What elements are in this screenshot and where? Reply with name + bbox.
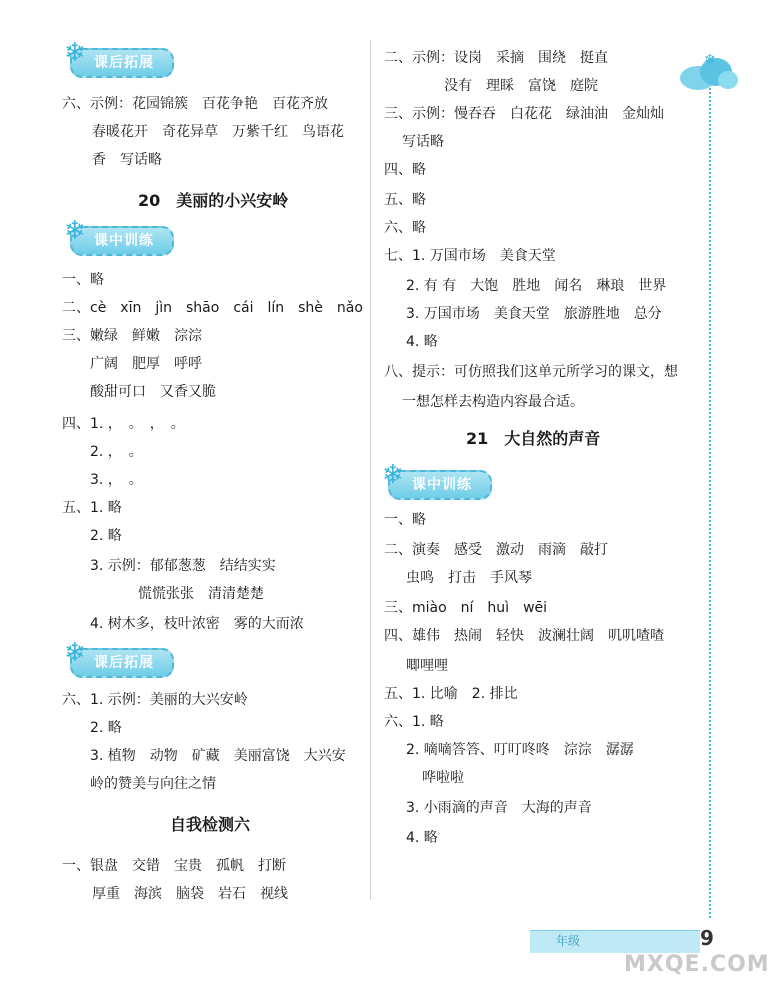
answer-line: 一、略 (384, 512, 426, 528)
answer-line: 2. 略 (90, 720, 122, 736)
answer-line: 4. 略 (406, 830, 438, 846)
answer-line: 厚重 海滨 脑袋 岩石 视线 (92, 886, 288, 902)
site-watermark: MXQE.COM (624, 952, 770, 977)
answer-line: 八、提示：可仿照我们这单元所学习的课文，想 (384, 364, 678, 380)
snowflake-icon: ❄ (64, 38, 87, 68)
answer-line: 岭的赞美与向往之情 (90, 776, 216, 792)
answer-line: 没有 理睬 富饶 庭院 (444, 78, 598, 94)
badge-label: 课后拓展 (94, 655, 154, 671)
answer-line: 二、示例：设岗 采摘 围绕 挺直 (384, 50, 608, 66)
answer-line: 2. 略 (90, 528, 122, 544)
answer-line: 一、银盘 交错 宝贵 孤帆 打断 (62, 858, 286, 874)
answer-line: 写话略 (402, 134, 444, 150)
lesson-heading-20: 20 美丽的小兴安岭 (138, 191, 289, 210)
snowflake-icon: ❄ (64, 216, 87, 246)
answer-line: 二、演奏 感受 激动 雨滴 敲打 (384, 542, 608, 558)
answer-line: 四、略 (384, 162, 426, 178)
answer-line: 2. 有 有 大饱 胜地 闻名 琳琅 世界 (406, 278, 667, 294)
answer-line: 三、嫩绿 鲜嫩 淙淙 (62, 328, 202, 344)
answer-line: 六、1. 示例：美丽的大兴安岭 (62, 692, 248, 708)
decorative-dotted-line (709, 88, 711, 918)
answer-line: 3. 示例：郁郁葱葱 结结实实 (90, 558, 276, 574)
answer-line: 六、示例：花园锦簇 百花争艳 百花齐放 (62, 96, 328, 112)
badge-label: 课中训练 (94, 233, 154, 249)
self-check-heading: 自我检测六 (170, 815, 251, 834)
answer-line: 四、1. ， 。 ， 。 (62, 416, 185, 432)
section-badge-in-class (382, 460, 492, 500)
cloud-decoration-icon (676, 46, 740, 96)
badge-label: 课中训练 (412, 477, 472, 493)
snowflake-icon: ❄ (64, 638, 87, 668)
answer-line: 五、1. 比喻 2. 排比 (384, 686, 518, 702)
answer-line: 六、略 (384, 220, 426, 236)
badge-label: 课后拓展 (94, 55, 154, 71)
footer-grade-label: 年级 (556, 934, 581, 948)
answer-line: 4. 略 (406, 334, 438, 350)
answer-line: 3. 万国市场 美食天堂 旅游胜地 总分 (406, 306, 662, 322)
answer-line: 香 写话略 (92, 152, 162, 168)
answer-line: 四、雄伟 热闹 轻快 波澜壮阔 叽叽喳喳 (384, 628, 664, 644)
answer-line: 虫鸣 打击 手风琴 (406, 570, 532, 586)
answer-line: 三、miào ní huì wēi (384, 600, 548, 616)
answer-line: 广阔 肥厚 呼呼 (90, 356, 202, 372)
answer-line: 3. 植物 动物 矿藏 美丽富饶 大兴安 (90, 748, 346, 764)
answer-line: 三、示例：慢吞吞 白花花 绿油油 金灿灿 (384, 106, 664, 122)
answer-line: 五、1. 略 (62, 500, 122, 516)
answer-line: 唧哩哩 (406, 658, 448, 674)
answer-line: 一想怎样去构造内容最合适。 (402, 394, 584, 410)
answer-line: 五、略 (384, 192, 426, 208)
answer-line: 酸甜可口 又香又脆 (90, 384, 216, 400)
svg-text:❄: ❄ (704, 52, 716, 68)
answer-line: 慌慌张张 清清楚楚 (138, 586, 264, 602)
answer-line: 二、cè xīn jìn shāo cái lín shè nǎo (62, 300, 363, 316)
section-badge-after-class (64, 638, 174, 678)
answer-line: 一、略 (62, 272, 104, 288)
column-divider (370, 40, 371, 900)
answer-line: 六、1. 略 (384, 714, 444, 730)
answer-line: 3. 小雨滴的声音 大海的声音 (406, 800, 592, 816)
answer-line: 哗啦啦 (422, 770, 464, 786)
answer-line: 3. ， 。 (90, 472, 143, 488)
answer-line: 春暖花开 奇花异草 万紫千红 鸟语花 (92, 124, 344, 140)
answer-line: 七、1. 万国市场 美食天堂 (384, 248, 556, 264)
lesson-heading-21: 21 大自然的声音 (466, 429, 601, 448)
answer-line: 2. 嘀嘀答答、叮叮咚咚 淙淙 潺潺 (406, 742, 634, 758)
snowflake-icon: ❄ (382, 460, 405, 490)
section-badge-after-class (64, 38, 174, 78)
section-badge-in-class (64, 216, 174, 256)
page-number: 9 (700, 926, 714, 950)
answer-line: 4. 树木多，枝叶浓密 雾的大而浓 (90, 616, 304, 632)
answer-line: 2. ， 。 (90, 444, 143, 460)
